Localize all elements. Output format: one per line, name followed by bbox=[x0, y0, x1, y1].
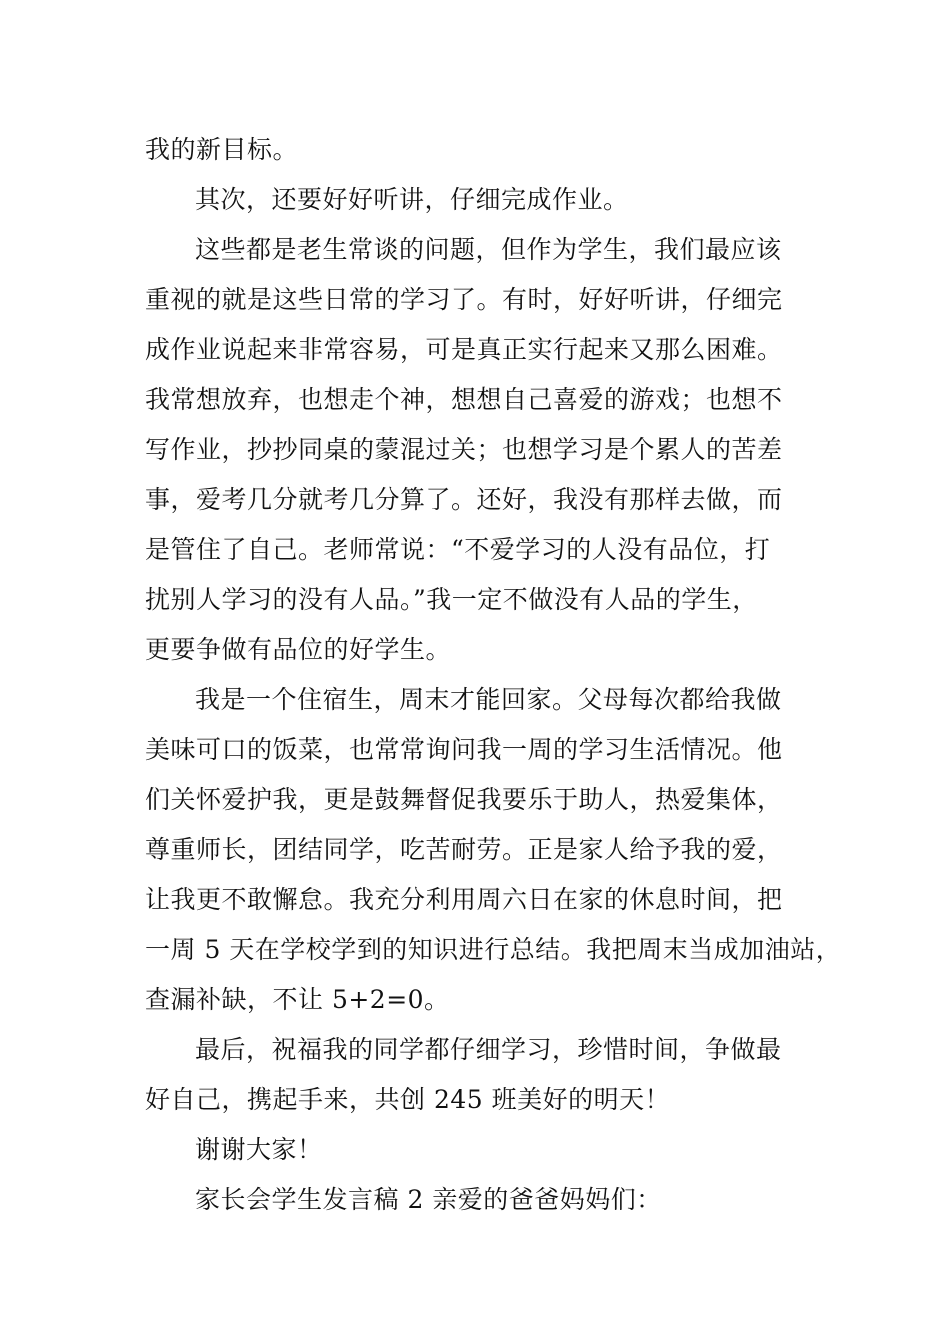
text-line: 其次，还要好好听讲，仔细完成作业。 bbox=[195, 185, 629, 214]
text-line: 更要争做有品位的好学生。 bbox=[145, 635, 452, 664]
text-line: 重视的就是这些日常的学习了。有时，好好听讲，仔细完 bbox=[145, 285, 783, 314]
text-line: 我的新目标。 bbox=[145, 135, 299, 164]
paragraph-start: 这些都是老生常谈的问题，但作为学生，我们最应该 bbox=[195, 235, 782, 264]
text-line: 我常想放弃，也想走个神，想想自己喜爱的游戏；也想不 bbox=[145, 385, 783, 414]
text-line: 查漏补缺，不让 5+2=0。 bbox=[145, 985, 450, 1014]
text-line: 一周 5 天在学校学到的知识进行总结。我把周末当成加油站， bbox=[145, 935, 842, 964]
text-line: 让我更不敢懈怠。我充分利用周六日在家的休息时间，把 bbox=[145, 885, 783, 914]
text-line: 扰别人学习的没有人品。”我一定不做没有人品的学生， bbox=[145, 585, 758, 614]
closing-line: 谢谢大家！ bbox=[195, 1135, 323, 1164]
paragraph-start: 最后，祝福我的同学都仔细学习，珍惜时间，争做最 bbox=[195, 1035, 782, 1064]
text-line: 写作业，抄抄同桌的蒙混过关；也想学习是个累人的苦差 bbox=[145, 435, 783, 464]
text-line: 尊重师长，团结同学，吃苦耐劳。正是家人给予我的爱， bbox=[145, 835, 783, 864]
paragraph-start: 我是一个住宿生，周末才能回家。父母每次都给我做 bbox=[195, 685, 782, 714]
heading-line: 家长会学生发言稿 2 亲爱的爸爸妈妈们： bbox=[195, 1185, 662, 1214]
text-line: 是管住了自己。老师常说：“不爱学习的人没有品位，打 bbox=[145, 535, 771, 564]
text-line: 事，爱考几分就考几分算了。还好，我没有那样去做，而 bbox=[145, 485, 783, 514]
text-line: 成作业说起来非常容易，可是真正实行起来又那么困难。 bbox=[145, 335, 783, 364]
text-line: 们关怀爱护我，更是鼓舞督促我要乐于助人，热爱集体， bbox=[145, 785, 783, 814]
text-line: 好自己，携起手来，共创 245 班美好的明天！ bbox=[145, 1085, 671, 1114]
text-line: 美味可口的饭菜，也常常询问我一周的学习生活情况。他 bbox=[145, 735, 783, 764]
